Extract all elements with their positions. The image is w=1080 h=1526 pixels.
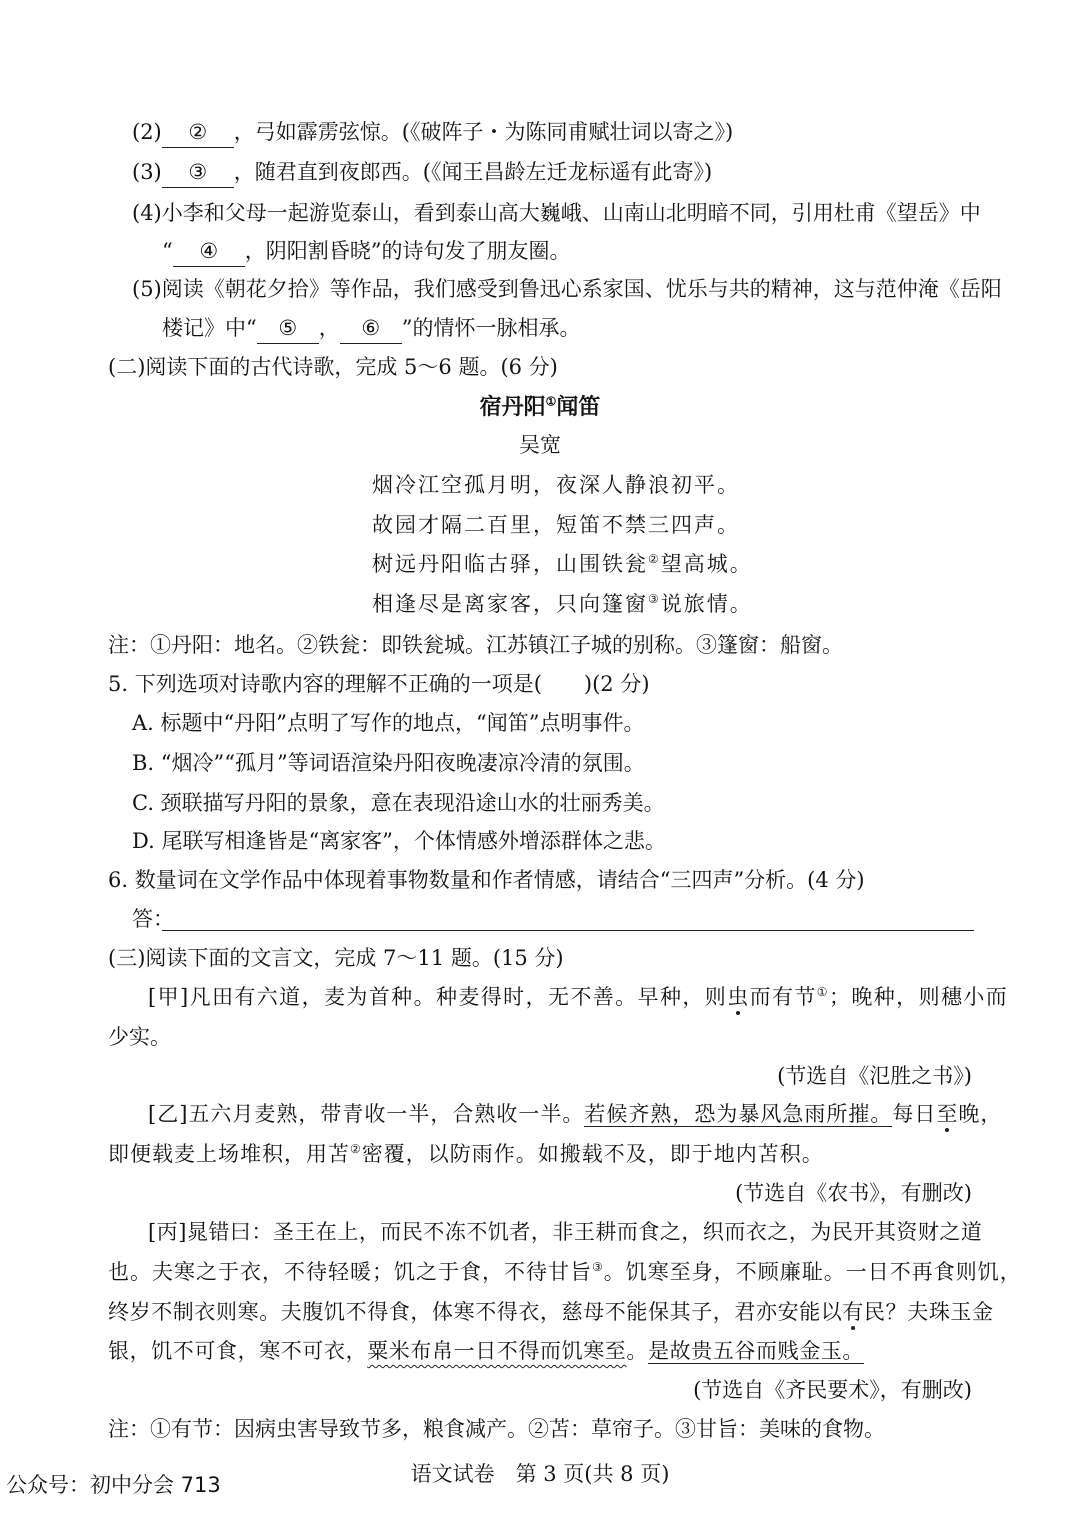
- answer-line[interactable]: [162, 930, 974, 931]
- fill-blank-4[interactable]: ④: [173, 236, 245, 267]
- poem-title: 宿丹阳①闻笛: [479, 394, 601, 420]
- underlined-sentence-bing: 是故贵五谷而贱金玉。: [648, 1339, 865, 1363]
- option-c[interactable]: C. 颈联描写丹阳的景象，意在表现沿途山水的壮丽秀美。: [132, 791, 665, 815]
- fill-blank-3[interactable]: ③: [162, 157, 234, 188]
- fill-blank-6[interactable]: ⑥: [340, 313, 402, 344]
- source-yi: (节选自《农书》，有删改): [735, 1181, 972, 1205]
- option-d[interactable]: D. 尾联写相逢皆是“离家客”，个体情感外增添群体之悲。: [132, 829, 666, 853]
- passage-jia-line2: 少实。: [108, 1025, 171, 1049]
- fill-blank-2[interactable]: ②: [162, 117, 234, 148]
- source-bing: (节选自《齐民要术》，有删改): [693, 1378, 972, 1402]
- option-b[interactable]: B. “烟冷”“孤月”等词语渲染丹阳夜晚凄凉冷清的氛围。: [132, 751, 645, 775]
- passage-bing-line2: 也。夫寒之于衣，不待轻暖；饥之于食，不待甘旨③。饥寒至身，不顾廉耻。一日不再食则饥，: [108, 1260, 1022, 1284]
- answer-label: 答：: [132, 907, 174, 931]
- source-jia: (节选自《氾胜之书》): [777, 1064, 972, 1088]
- passage-jia-line1: [甲]凡田有六道，麦为首种。种麦得时，无不善。早种，则虫而有节①；晚种，则穗小而: [148, 985, 1009, 1009]
- poem-note: 注：①丹阳：地名。②铁瓮：即铁瓮城。江苏镇江子城的别称。③篷窗：船窗。: [108, 633, 843, 657]
- dotted-char-zhi: 至: [936, 1102, 959, 1126]
- poem-line-4: 相逢尽是离家客，只向篷窗③说旅情。: [372, 592, 753, 616]
- q4-item-5-line1: (5)阅读《朝花夕拾》等作品，我们感受到鲁迅心系家国、忧乐与共的精神，这与范仲淹《岳阳: [132, 277, 1002, 301]
- poem-line-1: 烟冷江空孤月明，夜深人静浪初平。: [372, 473, 740, 497]
- watermark-text: 公众号：初中分会 713: [6, 1473, 221, 1497]
- wavy-underlined-sentence: 粟米布帛一日不得而饥寒至: [367, 1339, 627, 1363]
- section-2-intro: (二)阅读下面的古代诗歌，完成 5～6 题。(6 分): [108, 355, 558, 379]
- dotted-char-chong: 虫: [727, 985, 750, 1009]
- q4-item-5-line2: 楼记》中“ ⑤ ， ⑥ ”的情怀一脉相承。: [162, 313, 581, 344]
- passage-bing-line4: 银，饥不可食，寒不可衣，粟米布帛一日不得而饥寒至。是故贵五谷而贱金玉。: [108, 1339, 865, 1363]
- passage-yi-line1: [乙]五六月麦熟，带青收一半，合熟收一半。若候齐熟，恐为暴风急雨所摧。每日至晚，: [148, 1102, 1003, 1126]
- poem-line-2: 故园才隔二百里，短笛不禁三四声。: [372, 513, 740, 537]
- q4-item-4-line1: (4)小李和父母一起游览泰山，看到泰山高大巍峨、山南山北明暗不同，引用杜甫《望岳》中: [132, 201, 981, 225]
- passage-bing-line3: 终岁不制衣则寒。夫腹饥不得食，体寒不得衣，慈母不能保其子，君亦安能以有民？夫珠玉金: [108, 1300, 994, 1324]
- page-number: 语文试卷 第 3 页(共 8 页): [410, 1462, 670, 1486]
- passage-note: 注：①有节：因病虫害导致节多，粮食减产。②苫：草帘子。③甘旨：美味的食物。: [108, 1417, 885, 1441]
- option-a[interactable]: A. 标题中“丹阳”点明了写作的地点，“闻笛”点明事件。: [132, 711, 645, 735]
- fill-blank-5[interactable]: ⑤: [257, 313, 319, 344]
- poem-line-3: 树远丹阳临古驿，山围铁瓮②望高城。: [372, 552, 753, 576]
- poem-author: 吴宽: [519, 433, 561, 457]
- underlined-sentence-yi: 若候齐熟，恐为暴风急雨所摧。: [584, 1102, 893, 1126]
- dotted-char-you: 有: [842, 1300, 865, 1324]
- question-6: 6. 数量词在文学作品中体现着事物数量和作者情感，请结合“三四声”分析。(4 分): [108, 868, 865, 892]
- passage-yi-line2: 即便载麦上场堆积，用苫②密覆，以防雨作。如搬载不及，即于地内苫积。: [108, 1142, 824, 1166]
- section-3-intro: (三)阅读下面的文言文，完成 7～11 题。(15 分): [108, 946, 564, 970]
- passage-bing-line1: [丙]晁错曰：圣王在上，而民不冻不饥者，非王耕而食之，织而衣之，为民开其资财之道: [148, 1220, 983, 1244]
- q4-item-3: (3) ③ ，随君直到夜郎西。(《闻王昌龄左迁龙标遥有此寄》): [132, 157, 712, 188]
- question-5: 5. 下列选项对诗歌内容的理解不正确的一项是( )(2 分): [108, 672, 650, 696]
- q4-item-4-line2: “ ④ ，阴阳割昏晓”的诗句发了朋友圈。: [162, 236, 571, 267]
- q4-item-2: (2) ② ，弓如霹雳弦惊。(《破阵子・为陈同甫赋壮词以寄之》): [132, 117, 733, 148]
